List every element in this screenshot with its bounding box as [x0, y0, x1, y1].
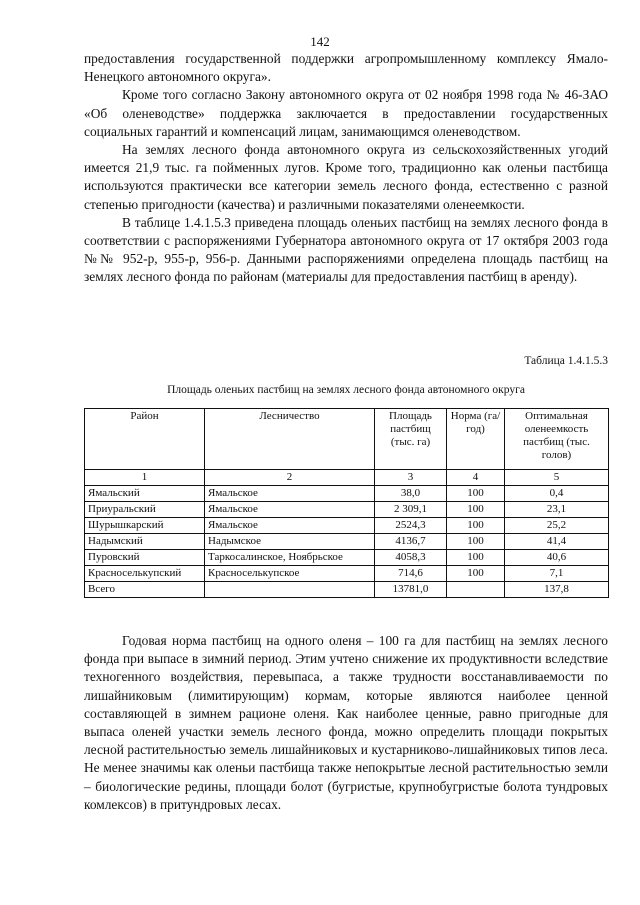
cell-capacity: 23,1 — [505, 502, 609, 518]
cell-capacity: 41,4 — [505, 534, 609, 550]
cell-norm: 100 — [447, 518, 505, 534]
cell-norm: 100 — [447, 502, 505, 518]
table-label: Таблица 1.4.1.5.3 — [524, 355, 608, 367]
header-norm: Норма (га/год) — [447, 409, 505, 470]
cell-capacity: 40,6 — [505, 550, 609, 566]
cell-forestry: Таркосалинское, Ноябрьское — [205, 550, 375, 566]
body-text-top — [84, 50, 608, 287]
paragraph: На землях лесного фонда автономного округа из сельскохозяйственных угодий имеется 21,9 тыс. га пойменных лугов. Кроме того, традиционно как оленьи пастбища используются практически все категории земель лесного фонда, естественно с разной степенью пригодности (качества) и различными показателями оленеемкости. — [84, 142, 608, 212]
cell-area: 2 309,1 — [375, 502, 447, 518]
table-row — [85, 518, 609, 534]
cell-norm: 100 — [447, 486, 505, 502]
cell-district: Приуральский — [85, 502, 205, 518]
pasture-table — [84, 408, 609, 598]
col-number: 5 — [505, 470, 609, 486]
cell-total-empty — [447, 582, 505, 598]
cell-area: 38,0 — [375, 486, 447, 502]
body-text-bottom — [84, 632, 608, 814]
cell-norm: 100 — [447, 566, 505, 582]
header-district: Район — [85, 409, 205, 470]
paragraph: предоставления государственной поддержки агропромышленному комплексу Ямало-Ненецкого автономного округа». — [84, 51, 608, 85]
paragraph: Кроме того согласно Закону автономного округа от 02 ноября 1998 года № 46-ЗАО «Об оленеводстве» поддержка заключается в предоставлении государственных социальных гарантий и компенсаций лицам, занимающимся оленеводством. — [84, 87, 608, 139]
cell-forestry: Красноселькупское — [205, 566, 375, 582]
table-row — [85, 502, 609, 518]
cell-district: Ямальский — [85, 486, 205, 502]
col-number: 3 — [375, 470, 447, 486]
cell-area: 4136,7 — [375, 534, 447, 550]
cell-total-area: 13781,0 — [375, 582, 447, 598]
paragraph: В таблице 1.4.1.5.3 приведена площадь оленьих пастбищ на землях лесного фонда в соответствии с распоряжениями Губернатора автономного округа от 17 октября 2003 года №№ 952-р, 955-р, 956-р. Данными распоряжениями определена площадь пастбищ на землях лесного фонда по районам (материалы для предоставления пастбищ в аренду). — [84, 214, 608, 285]
cell-total-label: Всего — [85, 582, 205, 598]
cell-forestry: Надымское — [205, 534, 375, 550]
cell-capacity: 25,2 — [505, 518, 609, 534]
page-number: 142 — [310, 34, 330, 49]
cell-total-capacity: 137,8 — [505, 582, 609, 598]
header-capacity: Оптимальная оленеемкость пастбищ (тыс. голов) — [505, 409, 609, 470]
cell-area: 714,6 — [375, 566, 447, 582]
cell-forestry: Ямальское — [205, 502, 375, 518]
table-header-row — [85, 409, 609, 470]
cell-district: Шурышкарский — [85, 518, 205, 534]
col-number: 2 — [205, 470, 375, 486]
table-title: Площадь оленьих пастбищ на землях лесного фонда автономного округа — [167, 384, 525, 396]
cell-norm: 100 — [447, 534, 505, 550]
column-number-row — [85, 470, 609, 486]
cell-total-empty — [205, 582, 375, 598]
header-forestry: Лесничество — [205, 409, 375, 470]
cell-district: Надымский — [85, 534, 205, 550]
table-total-row — [85, 582, 609, 598]
col-number: 1 — [85, 470, 205, 486]
cell-forestry: Ямальское — [205, 518, 375, 534]
paragraph: Годовая норма пастбищ на одного оленя – 100 га для пастбищ на землях лесного фонда при выпасе в зимний период. Этим учтено снижение их продуктивности вследствие техногенного воздействия, перевыпаса, а также трудности восстанавливаемости по лишайниковым (лимитирующим) кормам, которые являются наиболее ценной составляющей в зимнем рационе оленя. Как наиболее ценные, равно пригодные для выпаса оленей участки земель лесного фонда, можно определить площади покрытых лесной растительностью земель лишайниковых и кустарниково-лишайниковых типов леса. Не менее значимы как оленьи пастбища также непокрытые лесной растительностью земли – биологические редины, площади болот (бугристые, крупнобугристые болота тундровых комлексов) в притундровых лесах. — [84, 633, 608, 812]
cell-norm: 100 — [447, 550, 505, 566]
table-row — [85, 550, 609, 566]
cell-capacity: 0,4 — [505, 486, 609, 502]
header-area: Площадь пастбищ (тыс. га) — [375, 409, 447, 470]
cell-forestry: Ямальское — [205, 486, 375, 502]
cell-area: 4058,3 — [375, 550, 447, 566]
col-number: 4 — [447, 470, 505, 486]
table-row — [85, 486, 609, 502]
table-row — [85, 566, 609, 582]
table-row — [85, 534, 609, 550]
cell-capacity: 7,1 — [505, 566, 609, 582]
cell-district: Пуровский — [85, 550, 205, 566]
cell-area: 2524,3 — [375, 518, 447, 534]
cell-district: Красноселькупский — [85, 566, 205, 582]
